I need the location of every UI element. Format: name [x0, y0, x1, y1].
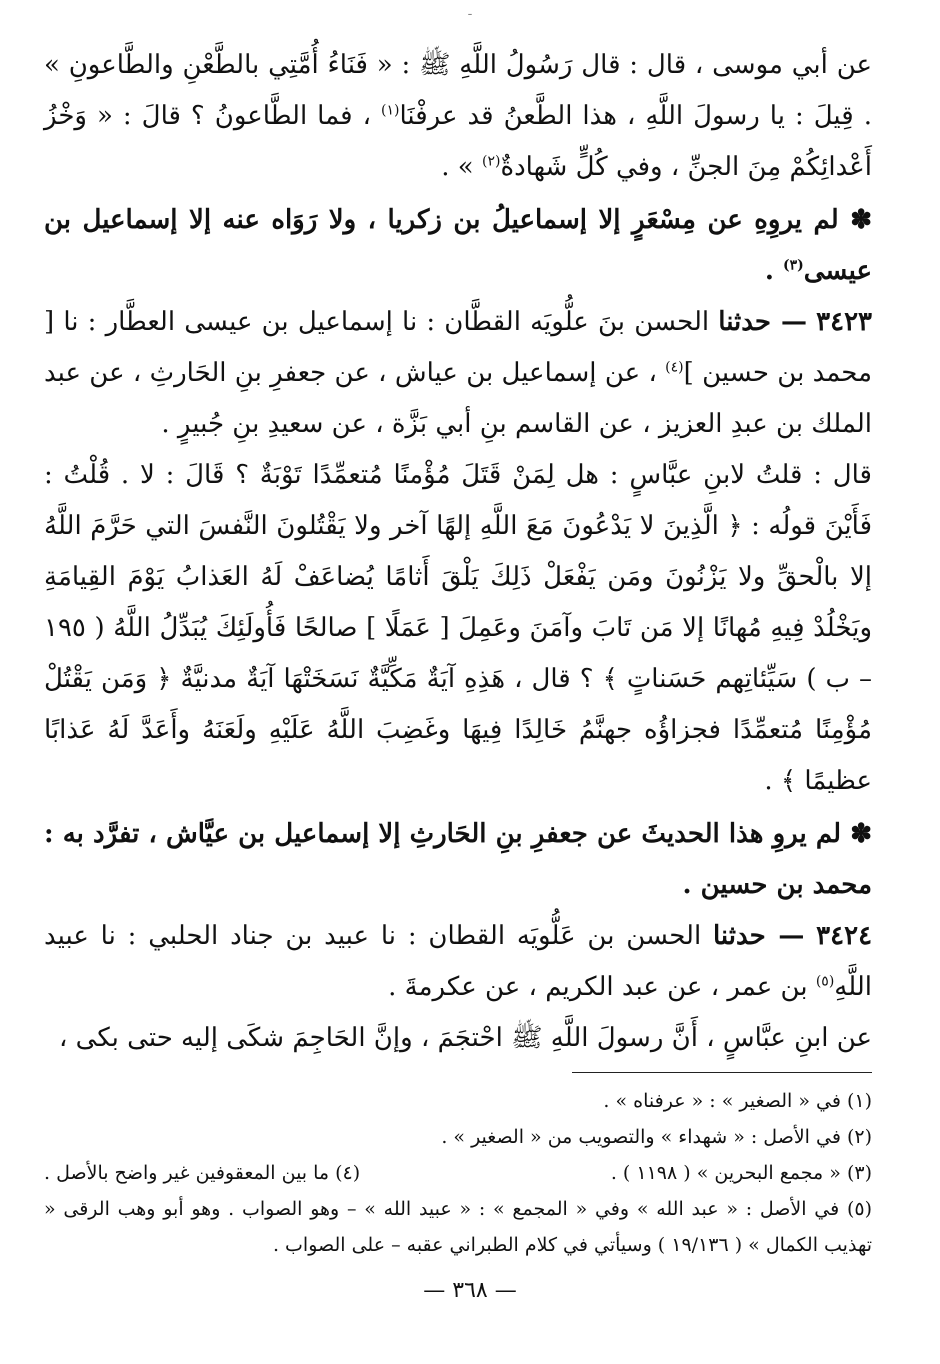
hadith-3424-haddathana: — حدثنا [713, 921, 805, 951]
hadith-3424-chain-b: بن عمر ، عن عبد الكريم ، عن عكرمةَ . [388, 972, 808, 1002]
footnote-4: (٤) ما بين المعقوفين غير واضح بالأصل . [44, 1162, 361, 1184]
footnote-row-3-4 [44, 1155, 872, 1191]
hadith-3424-chain-a: الحسن بن عَلُّويَه القطان : نا عبيد بن جناد الحلبي : نا عبيد اللَّهِ [44, 921, 872, 1002]
hadith-3423-chain-a: الحسن بنَ علُّويَه القطَّان : نا إسماعيل بن عيسى العطَّار : نا [ محمد بن حسين ] [44, 307, 873, 388]
hadith-3424-isnad [44, 911, 872, 1013]
narration-note-2: ✽ لم يروِ هذا الحديثَ عن جعفرِ بنِ الحَارثِ إلا إسماعيل بن عيَّاش ، تفرَّد به : محمد بن حسين . [44, 819, 872, 900]
narration-note-1-text: ✽ لم يروِهِ عن مِسْعَرٍ إلا إسماعيلُ بن زكريا ، ولا رَوَاه عنه إلا إسماعيل بن عيسى [44, 205, 872, 286]
hadith-3423-haddathana: — حدثنا [718, 307, 807, 337]
footnote-ref-5: (٥) [815, 973, 835, 990]
hadith-3423-isnad [44, 297, 872, 450]
footnote-ref-3: (٣) [782, 257, 804, 274]
hadith-text-1-b: ، فما الطَّاعونُ ؟ قالَ : « وَخْزُ أَعْدائِكُمْ مِنَ الجنِّ ، وفي كُلٍّ شَهادةٌ [44, 101, 872, 182]
footnote-2: (٢) في الأصل : « شهداء » والتصويب من « الصغير » . [441, 1126, 872, 1148]
narration-note-1-end: . [764, 256, 774, 286]
footnotes [44, 1083, 872, 1263]
hadith-3424-matn: عن ابنِ عبَّاسٍ ، أَنَّ رسولَ اللَّهِ ﷺ احْتجَمَ ، وإنَّ الحَاجِمَ شكَى إليه حتى بكى ، [59, 1023, 872, 1053]
footnote-separator [572, 1072, 872, 1073]
hadith-number-3423: ٣٤٢٣ [816, 307, 872, 337]
footnote-ref-4: (٤) [665, 359, 684, 376]
footnote-1: (١) في « الصغير » : « عرفناه » . [603, 1090, 872, 1112]
hadith-text-1-c: » . [441, 152, 474, 182]
footnote-ref-1: (١) [380, 102, 400, 119]
hadith-number-3424: ٣٤٢٤ [816, 921, 873, 951]
hadith-text-1-a: عن أبي موسى ، قال : قال رَسُولُ اللَّهِ ﷺ : « فَنَاءُ أُمَّتِي بالطَّعْنِ والطَّاعونِ » . قِيلَ : يا رسولَ اللَّهِ ، هذا الطَّعنُ قد عرفْنَا [44, 50, 872, 131]
hadith-3423-chain-b: ، عن إسماعيل بن عياش ، عن جعفرِ بنِ الحَارثِ ، عن عبد الملك بن عبدِ العزيز ، عن القاسم بنِ أبي بَزَّة ، عن سعيدِ بنِ جُبيرٍ . [44, 358, 872, 439]
top-mark: - [467, 6, 473, 22]
narration-note-1 [44, 195, 872, 297]
page-number: — ٣٦٨ — [423, 1278, 517, 1303]
footnote-5: (٥) في الأصل : « عبد الله » وفي « المجمع » : « عبيد الله » – وهو الصواب . وهو أبو وهب الرقى « تهذيب الكمال » ( ١٩/١٣٦ ) وسيأتي في كلام الطبراني عقبه – على الصواب . [44, 1198, 872, 1256]
hadith-3423-matn: قال : قلتُ لابنِ عبَّاسٍ : هل لِمَنْ قَتَلَ مُؤْمنًا مُتعمِّدًا تَوْبَةٌ ؟ قَالَ : لا . قُلْتُ : فَأَيْنَ قولُه : ﴿ الَّذِينَ لا يَدْعُونَ مَعَ اللَّهِ إلهًا آخر ولا يَقْتُلونَ النَّفسَ التي حَرَّمَ اللَّهُ إلا بالْحقِّ ولا يَزْنُونَ ومَن يَفْعَلْ ذَلِكَ يَلْقَ أَثامًا يُضاعَفْ لَهُ العَذابُ يَوْمَ القِيامَةِ ويَخْلُدْ فِيهِ مُهانًا إلا مَن تَابَ وآمَنَ وعَمِلَ [ عَمَلًا ] صالحًا فَأُولَئِكَ يُبَدِّلُ اللَّهُ ( ١٩٥ – ب ) سَيِّئاتِهم حَسَناتٍ ﴾ ؟ قال ، هَذِهِ آيَةٌ مَكِّيَّةٌ نَسَخَتْهَا آيَةٌ مدنيَّةٌ ﴿ وَمَن يَقْتُلْ مُؤْمِنًا مُتعمِّدًا فجزاؤُه جهنَّمُ خَالِدًا فِيهَا وغَضِبَ اللَّهُ عَلَيْهِ ولَعَنَهُ وأَعَدَّ لَهُ عَذابًا عظيمًا ﴾ . [44, 460, 872, 796]
footnote-3: (٣) « مجمع البحرين » ( ١١٩٨ ) . [610, 1162, 872, 1184]
hadith-text-1 [44, 40, 872, 193]
footnote-ref-2: (٢) [481, 153, 501, 170]
